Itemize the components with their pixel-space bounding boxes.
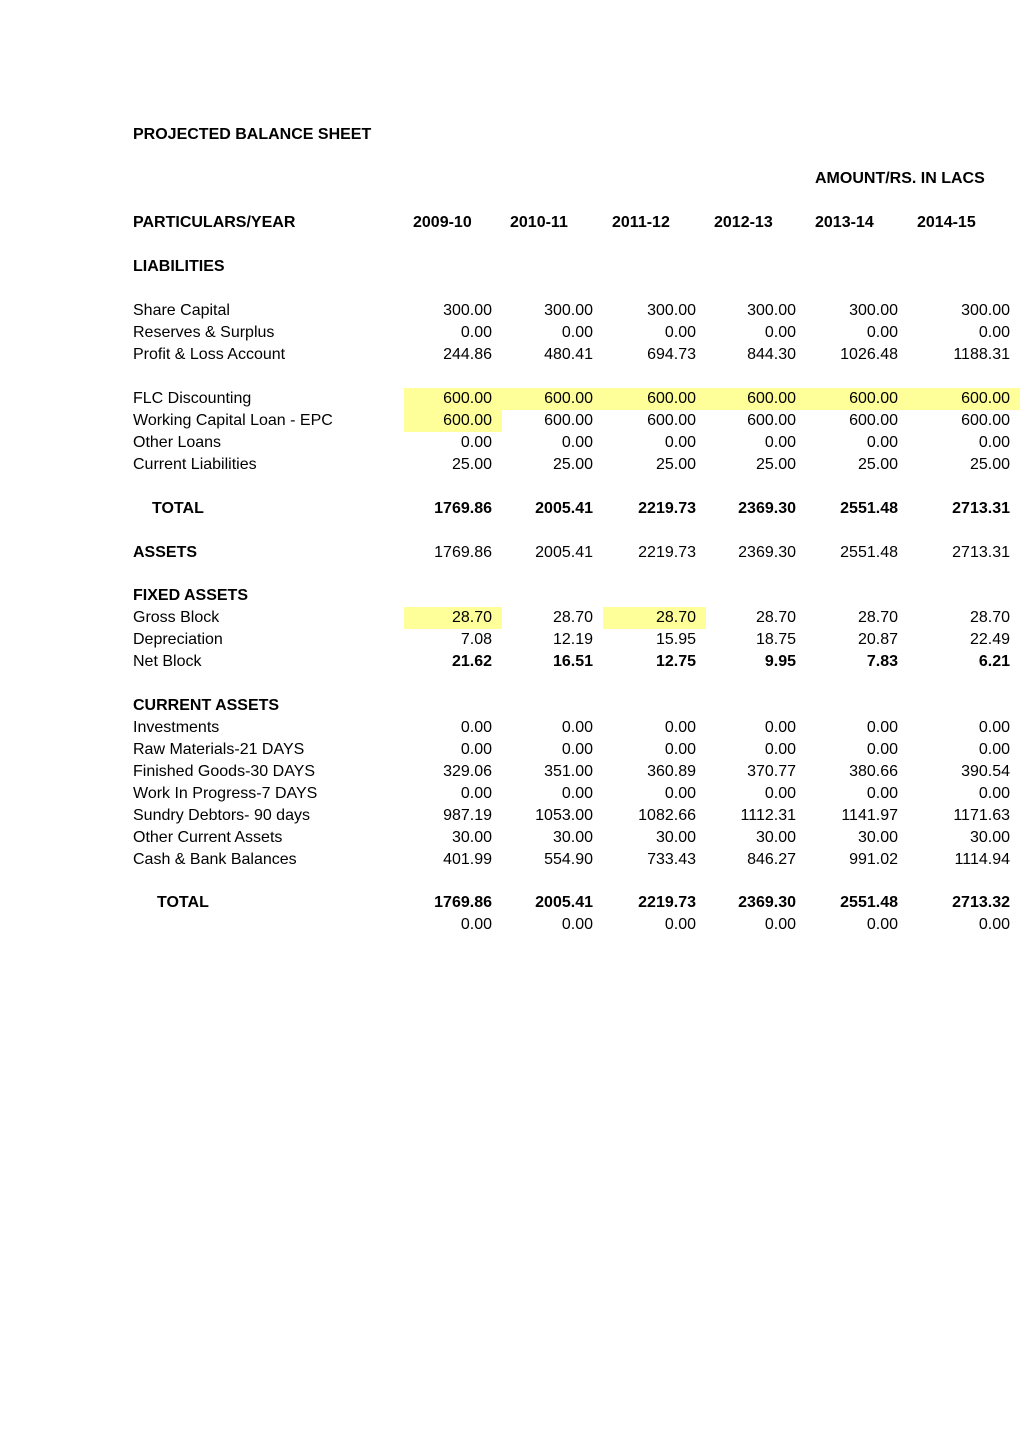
value-cell: 390.54 [961,763,1010,780]
value-cell: 600.00 [908,388,1020,410]
value-cell: 733.43 [647,851,696,868]
value-cell: 22.49 [969,631,1010,648]
value-cell: 1171.63 [953,807,1010,824]
table-row [0,432,1024,454]
row-label: Raw Materials-21 DAYS [133,741,305,758]
value-cell: 15.95 [655,631,696,648]
row-label: Depreciation [133,631,223,648]
value-cell: 2005.41 [535,500,593,517]
value-cell: 0.00 [764,916,796,933]
value-cell: 300.00 [647,302,696,319]
value-cell: 0.00 [460,324,492,341]
row-label: Share Capital [133,302,230,319]
value-cell: 9.95 [764,653,796,670]
year-header: 2009-10 [413,214,472,231]
row-label: Other Loans [133,434,222,451]
value-cell: 25.00 [655,456,696,473]
value-cell: 0.00 [460,916,492,933]
value-cell: 0.00 [664,324,696,341]
value-cell: 0.00 [561,719,593,736]
value-cell: 600.00 [544,412,593,429]
value-cell: 30.00 [755,829,796,846]
value-cell: 2369.30 [738,500,796,517]
value-cell: 300.00 [747,302,796,319]
value-cell: 380.66 [849,763,898,780]
section-current-assets [0,695,1024,717]
row-label: Working Capital Loan - EPC [133,412,333,429]
value-cell: 7.83 [866,653,898,670]
value-cell: 600.00 [706,388,806,410]
value-cell: 0.00 [978,434,1010,451]
value-cell: 30.00 [451,829,492,846]
value-cell: 2369.30 [738,544,796,561]
value-cell: 480.41 [544,346,593,363]
row-label: FLC Discounting [133,390,252,407]
value-cell: 0.00 [866,434,898,451]
value-cell: 370.77 [747,763,796,780]
value-cell: 0.00 [764,785,796,802]
value-cell: 1141.97 [841,807,898,824]
assets-row [0,542,1024,564]
row-label: Work In Progress-7 DAYS [133,785,318,802]
row-label: Net Block [133,653,202,670]
value-cell: 554.90 [544,851,593,868]
value-cell: 30.00 [552,829,593,846]
value-cell: 0.00 [561,916,593,933]
value-cell: 1188.31 [953,346,1010,363]
value-cell: 1114.94 [954,851,1010,868]
value-cell: 2005.41 [535,894,593,911]
value-cell: 0.00 [764,719,796,736]
value-cell: 1053.00 [535,807,593,824]
value-cell: 28.70 [552,609,593,626]
year-header: 2012-13 [714,214,773,231]
section-heading: ASSETS [133,544,198,561]
value-cell: 0.00 [866,785,898,802]
value-cell: 25.00 [755,456,796,473]
value-cell: 20.87 [857,631,898,648]
value-cell: 401.99 [443,851,492,868]
value-cell: 0.00 [978,741,1010,758]
value-cell: 844.30 [747,346,796,363]
year-header: 2014-15 [917,214,976,231]
value-cell: 28.70 [603,607,706,629]
value-cell: 600.00 [806,388,908,410]
section-heading: FIXED ASSETS [133,587,248,604]
value-cell: 360.89 [647,763,696,780]
value-cell: 1769.86 [434,544,492,561]
value-cell: 600.00 [961,412,1010,429]
value-cell: 25.00 [857,456,898,473]
value-cell: 7.08 [460,631,492,648]
page-title: PROJECTED BALANCE SHEET [133,126,372,143]
value-cell: 6.21 [978,653,1010,670]
table-row [0,322,1024,344]
table-row [0,805,1024,827]
year-header: 2013-14 [815,214,874,231]
value-cell: 846.27 [747,851,796,868]
row-label: Cash & Bank Balances [133,851,297,868]
value-cell: 0.00 [561,324,593,341]
header-label: PARTICULARS/YEAR [133,214,296,231]
value-cell: 2713.31 [952,544,1010,561]
table-row [0,827,1024,849]
value-cell: 0.00 [764,324,796,341]
value-cell: 244.86 [443,346,492,363]
section-heading: CURRENT ASSETS [133,697,280,714]
value-cell: 0.00 [561,434,593,451]
value-cell: 600.00 [747,412,796,429]
value-cell: 600.00 [502,388,603,410]
value-cell: 1769.86 [434,500,492,517]
value-cell: 2713.32 [952,894,1010,911]
value-cell: 0.00 [764,434,796,451]
value-cell: 300.00 [849,302,898,319]
value-cell: 30.00 [857,829,898,846]
value-cell: 1769.86 [434,894,492,911]
value-cell: 28.70 [969,609,1010,626]
total-row [0,498,1024,520]
value-cell: 0.00 [460,434,492,451]
value-cell: 25.00 [969,456,1010,473]
row-label: Finished Goods-30 DAYS [133,763,316,780]
table-row [0,300,1024,322]
value-cell: 991.02 [849,851,898,868]
year-header: 2010-11 [510,214,568,231]
value-cell: 300.00 [443,302,492,319]
value-cell: 300.00 [961,302,1010,319]
value-cell: 2219.73 [638,894,696,911]
value-cell: 0.00 [460,719,492,736]
value-cell: 25.00 [451,456,492,473]
row-label: Investments [133,719,220,736]
value-cell: 18.75 [755,631,796,648]
value-cell: 600.00 [849,412,898,429]
value-cell: 0.00 [866,741,898,758]
value-cell: 0.00 [664,916,696,933]
value-cell: 28.70 [755,609,796,626]
value-cell: 1082.66 [638,807,696,824]
value-cell: 2551.48 [840,500,898,517]
value-cell: 0.00 [978,719,1010,736]
row-label: Gross Block [133,609,220,626]
value-cell: 600.00 [404,388,502,410]
value-cell: 28.70 [857,609,898,626]
table-row [0,629,1024,651]
value-cell: 12.75 [655,653,696,670]
value-cell: 0.00 [866,719,898,736]
value-cell: 0.00 [460,785,492,802]
table-row [0,849,1024,871]
value-cell: 600.00 [603,388,706,410]
value-cell: 25.00 [552,456,593,473]
value-cell: 0.00 [664,434,696,451]
table-row [0,410,1024,432]
value-cell: 2219.73 [638,544,696,561]
value-cell: 0.00 [764,741,796,758]
section-fixed-assets [0,585,1024,607]
value-cell: 0.00 [664,785,696,802]
row-label: Reserves & Surplus [133,324,275,341]
table-row [0,388,1024,410]
section-heading: LIABILITIES [133,258,225,275]
row-label: Sundry Debtors- 90 days [133,807,310,824]
value-cell: 30.00 [655,829,696,846]
value-cell: 329.06 [443,763,492,780]
value-cell: 2713.31 [952,500,1010,517]
value-cell: 21.62 [451,653,492,670]
value-cell: 12.19 [552,631,593,648]
value-cell: 0.00 [978,916,1010,933]
value-cell: 16.51 [552,653,593,670]
row-label: Other Current Assets [133,829,283,846]
difference-row [0,914,1024,936]
value-cell: 600.00 [404,410,502,432]
row-label: Profit & Loss Account [133,346,286,363]
table-row [0,739,1024,761]
value-cell: 0.00 [664,719,696,736]
row-label: TOTAL [152,500,204,517]
table-row [0,607,1024,629]
table-row [0,783,1024,805]
value-cell: 351.00 [544,763,593,780]
value-cell: 0.00 [866,324,898,341]
value-cell: 2005.41 [535,544,593,561]
value-cell: 0.00 [978,324,1010,341]
value-cell: 0.00 [664,741,696,758]
header-row [0,212,1024,234]
value-cell: 0.00 [561,741,593,758]
value-cell: 30.00 [969,829,1010,846]
year-header: 2011-12 [612,214,670,231]
value-cell: 987.19 [443,807,492,824]
units-note: AMOUNT/RS. IN LACS [815,170,985,187]
value-cell: 0.00 [866,916,898,933]
section-liabilities [0,256,1024,278]
table-row [0,761,1024,783]
table-row [0,454,1024,476]
value-cell: 300.00 [544,302,593,319]
value-cell: 2551.48 [840,544,898,561]
value-cell: 28.70 [404,607,502,629]
total-row [0,892,1024,914]
table-row [0,344,1024,366]
value-cell: 694.73 [647,346,696,363]
value-cell: 1112.31 [740,807,796,824]
row-label: TOTAL [157,894,209,911]
value-cell: 2369.30 [738,894,796,911]
value-cell: 1026.48 [840,346,898,363]
value-cell: 0.00 [460,741,492,758]
value-cell: 600.00 [647,412,696,429]
value-cell: 2551.48 [840,894,898,911]
value-cell: 0.00 [561,785,593,802]
table-row [0,717,1024,739]
value-cell: 0.00 [978,785,1010,802]
row-label: Current Liabilities [133,456,257,473]
value-cell: 2219.73 [638,500,696,517]
table-row [0,651,1024,673]
